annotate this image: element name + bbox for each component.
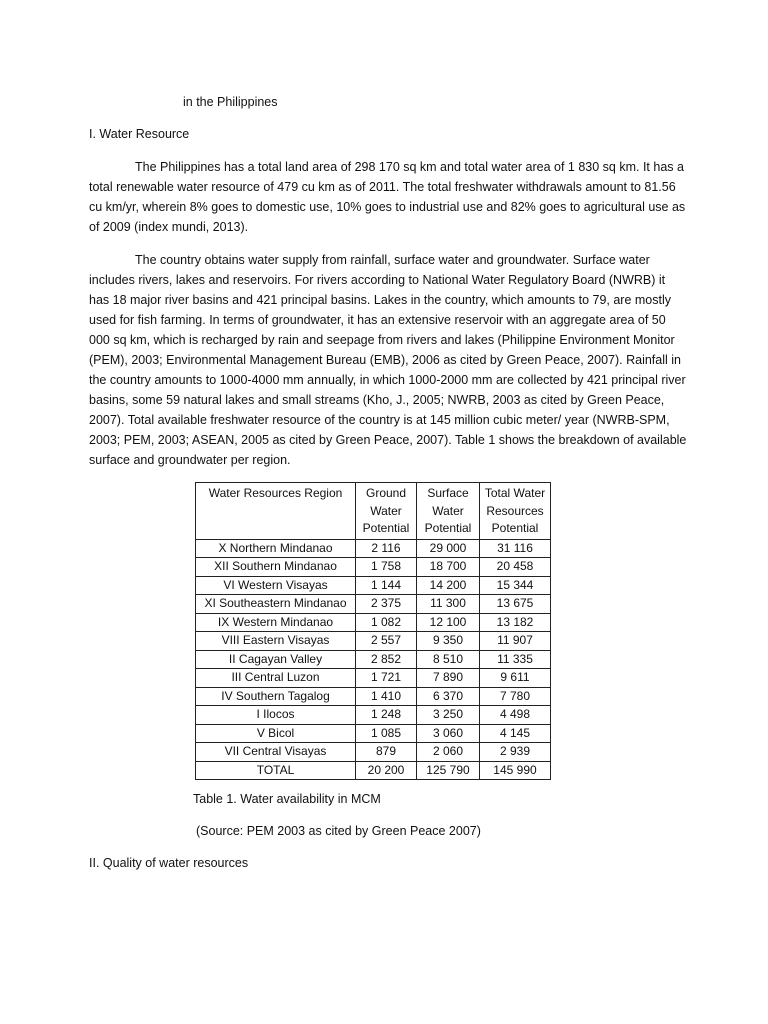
ground-water-cell: 1 248 bbox=[356, 706, 417, 725]
total-water-cell: 11 335 bbox=[480, 650, 551, 669]
table-source-note: (Source: PEM 2003 as cited by Green Peace 2007) bbox=[196, 824, 481, 838]
ground-water-cell: 879 bbox=[356, 743, 417, 762]
ground-water-cell: 2 375 bbox=[356, 595, 417, 614]
surface-water-cell: 3 250 bbox=[417, 706, 480, 725]
total-water-cell: 31 116 bbox=[480, 539, 551, 558]
ground-water-cell: 1 082 bbox=[356, 613, 417, 632]
surface-water-cell: 3 060 bbox=[417, 724, 480, 743]
paragraph-water-supply-sources: The country obtains water supply from rainfall, surface water and groundwater. Surface water includes rivers, lakes and reservoirs. For rivers according to National Water Regulatory Board (NWRB) it has 18 major river basins and 421 principal basins. Lakes in the country, which amounts to 79, are mostly used for fish farming. In terms of groundwater, it has an extensive reservoir with an aggregate area of 50 000 sq km, which is recharged by rain and seepage from rivers and lakes (Philippine Environment Monitor (PEM), 2003; Environmental Management Bureau (EMB), 2006 as cited by Green Peace, 2007). Rainfall in the country amounts to 1000-4000 mm annually, in which 1000-2000 mm are collected by 421 principal river basins, some 59 natural lakes and small streams (Kho, J., 2005; NWRB, 2003 as cited by Green Peace, 2007). Total available freshwater resource of the country is at 145 million cubic meter/ year (NWRB-SPM, 2003; PEM, 2003; ASEAN, 2005 as cited by Green Peace, 2007). Table 1 shows the breakdown of available surface and groundwater per region. bbox=[89, 253, 687, 467]
table-row bbox=[196, 558, 551, 577]
ground-water-cell: 2 852 bbox=[356, 650, 417, 669]
surface-water-cell: 125 790 bbox=[417, 761, 480, 780]
region-cell: III Central Luzon bbox=[196, 669, 356, 688]
ground-water-cell: 1 758 bbox=[356, 558, 417, 577]
surface-water-cell: 7 890 bbox=[417, 669, 480, 688]
total-water-cell: 13 675 bbox=[480, 595, 551, 614]
total-water-cell: 7 780 bbox=[480, 687, 551, 706]
total-water-cell: 4 498 bbox=[480, 706, 551, 725]
header-total-water: Total Water Resources Potential bbox=[480, 483, 551, 540]
table-body bbox=[196, 539, 551, 780]
total-water-cell: 20 458 bbox=[480, 558, 551, 577]
total-water-cell: 145 990 bbox=[480, 761, 551, 780]
table-row bbox=[196, 613, 551, 632]
table-row bbox=[196, 669, 551, 688]
ground-water-cell: 2 116 bbox=[356, 539, 417, 558]
table-row bbox=[196, 706, 551, 725]
region-cell: V Bicol bbox=[196, 724, 356, 743]
table-row bbox=[196, 650, 551, 669]
header-ground-water: Ground Water Potential bbox=[356, 483, 417, 540]
table-row bbox=[196, 632, 551, 651]
surface-water-cell: 2 060 bbox=[417, 743, 480, 762]
ground-water-cell: 1 144 bbox=[356, 576, 417, 595]
surface-water-cell: 18 700 bbox=[417, 558, 480, 577]
table-row bbox=[196, 595, 551, 614]
region-cell: VI Western Visayas bbox=[196, 576, 356, 595]
surface-water-cell: 14 200 bbox=[417, 576, 480, 595]
total-water-cell: 11 907 bbox=[480, 632, 551, 651]
surface-water-cell: 9 350 bbox=[417, 632, 480, 651]
surface-water-cell: 8 510 bbox=[417, 650, 480, 669]
total-water-cell: 15 344 bbox=[480, 576, 551, 595]
region-cell: VIII Eastern Visayas bbox=[196, 632, 356, 651]
region-cell: X Northern Mindanao bbox=[196, 539, 356, 558]
region-cell: II Cagayan Valley bbox=[196, 650, 356, 669]
surface-water-cell: 12 100 bbox=[417, 613, 480, 632]
table-row bbox=[196, 743, 551, 762]
region-cell: TOTAL bbox=[196, 761, 356, 780]
paragraph-land-and-water-area: The Philippines has a total land area of 298 170 sq km and total water area of 1 830 sq km. It has a total renewable water resource of 479 cu km as of 2011. The total freshwater withdrawals amount to 81.56 cu km/yr, wherein 8% goes to domestic use, 10% goes to industrial use and 82% goes to agricultural use as of 2009 (index mundi, 2013). bbox=[89, 160, 686, 234]
surface-water-cell: 11 300 bbox=[417, 595, 480, 614]
table-row bbox=[196, 539, 551, 558]
total-water-cell: 13 182 bbox=[480, 613, 551, 632]
section-heading-water-quality: II. Quality of water resources bbox=[89, 856, 249, 870]
region-cell: VII Central Visayas bbox=[196, 743, 356, 762]
ground-water-cell: 20 200 bbox=[356, 761, 417, 780]
region-cell: I Ilocos bbox=[196, 706, 356, 725]
header-region: Water Resources Region bbox=[196, 483, 356, 540]
ground-water-cell: 1 410 bbox=[356, 687, 417, 706]
region-cell: IX Western Mindanao bbox=[196, 613, 356, 632]
total-water-cell: 2 939 bbox=[480, 743, 551, 762]
water-availability-table bbox=[195, 482, 551, 780]
section-heading-water-resource: I. Water Resource bbox=[89, 127, 190, 141]
document-subtitle: in the Philippines bbox=[183, 95, 278, 109]
region-cell: XII Southern Mindanao bbox=[196, 558, 356, 577]
table-caption: Table 1. Water availability in MCM bbox=[193, 792, 381, 806]
region-cell: XI Southeastern Mindanao bbox=[196, 595, 356, 614]
table-row bbox=[196, 724, 551, 743]
total-water-cell: 9 611 bbox=[480, 669, 551, 688]
table-row bbox=[196, 761, 551, 780]
region-cell: IV Southern Tagalog bbox=[196, 687, 356, 706]
surface-water-cell: 6 370 bbox=[417, 687, 480, 706]
surface-water-cell: 29 000 bbox=[417, 539, 480, 558]
ground-water-cell: 1 085 bbox=[356, 724, 417, 743]
ground-water-cell: 1 721 bbox=[356, 669, 417, 688]
table-row bbox=[196, 576, 551, 595]
total-water-cell: 4 145 bbox=[480, 724, 551, 743]
table-row bbox=[196, 687, 551, 706]
header-surface-water: Surface Water Potential bbox=[417, 483, 480, 540]
table-header-row bbox=[196, 483, 551, 540]
ground-water-cell: 2 557 bbox=[356, 632, 417, 651]
